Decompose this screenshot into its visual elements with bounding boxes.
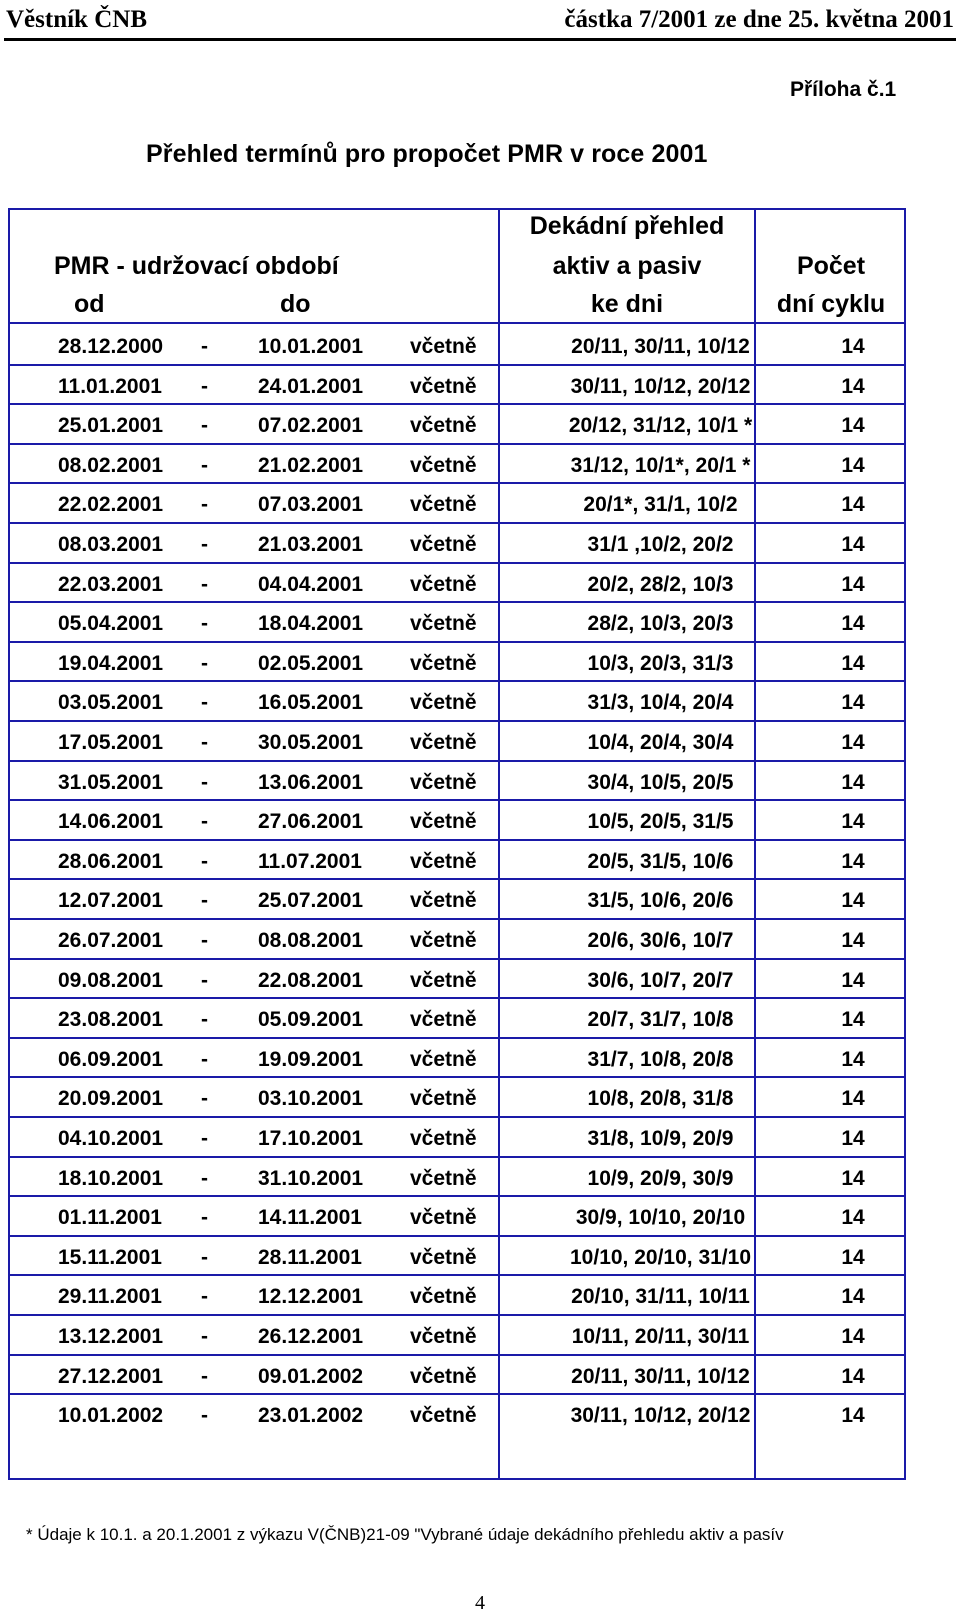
table-row xyxy=(8,841,906,882)
period-to: 08.08.2001 xyxy=(258,929,364,952)
cycle-days: 14 xyxy=(841,374,865,398)
row-divider xyxy=(8,1037,906,1039)
period-separator: - xyxy=(201,968,208,992)
inclusive-label: včetně xyxy=(410,453,477,477)
table-row xyxy=(8,1316,906,1357)
period-to: 30.05.2001 xyxy=(258,731,364,754)
period-to: 22.08.2001 xyxy=(258,968,364,992)
period-from: 28.06.2001 xyxy=(58,849,164,873)
period-separator: - xyxy=(201,1364,208,1388)
cycle-days: 14 xyxy=(841,849,865,873)
dekadni-dates: 10/8, 20/8, 31/8 xyxy=(587,1087,734,1111)
header-dekadni-line1: Dekádní přehled xyxy=(529,212,725,240)
period-separator: - xyxy=(201,770,208,794)
period-separator: - xyxy=(201,1245,208,1269)
inclusive-label: včetně xyxy=(410,1166,477,1190)
period-from: 22.03.2001 xyxy=(58,572,164,596)
table-row xyxy=(8,603,906,644)
period-from: 29.11.2001 xyxy=(58,1285,162,1309)
period-from: 01.11.2001 xyxy=(58,1206,162,1230)
dekadni-dates: 30/11, 10/12, 20/12 xyxy=(570,374,751,398)
period-to: 12.12.2001 xyxy=(258,1285,364,1309)
dekadni-dates: 31/1 ,10/2, 20/2 xyxy=(587,533,734,556)
period-from: 11.01.2001 xyxy=(58,374,162,398)
row-divider xyxy=(8,918,906,920)
cycle-days: 14 xyxy=(841,1404,865,1428)
dekadni-dates: 31/7, 10/8, 20/8 xyxy=(587,1047,734,1071)
table-row xyxy=(8,1197,906,1238)
table-row xyxy=(8,1276,906,1317)
row-divider xyxy=(8,562,906,564)
header-days-line1: Počet xyxy=(796,252,866,280)
row-divider xyxy=(8,601,906,603)
cycle-days: 14 xyxy=(841,810,865,834)
dekadni-dates: 20/7, 31/7, 10/8 xyxy=(587,1008,734,1032)
period-from: 18.10.2001 xyxy=(58,1166,164,1190)
period-separator: - xyxy=(201,374,208,398)
period-separator: - xyxy=(201,453,208,477)
inclusive-label: včetně xyxy=(410,335,477,358)
cycle-days: 14 xyxy=(841,493,865,517)
row-divider xyxy=(8,720,906,722)
period-to: 25.07.2001 xyxy=(258,889,364,913)
row-divider xyxy=(8,482,906,484)
dekadni-dates: 28/2, 10/3, 20/3 xyxy=(587,612,734,636)
period-to: 19.09.2001 xyxy=(258,1047,364,1071)
dekadni-dates: 10/10, 20/10, 31/10 xyxy=(570,1245,751,1269)
inclusive-label: včetně xyxy=(410,889,477,913)
table-row xyxy=(8,1078,906,1119)
period-from: 13.12.2001 xyxy=(58,1325,164,1348)
period-separator: - xyxy=(201,651,208,675)
row-divider xyxy=(8,680,906,682)
cycle-days: 14 xyxy=(841,1087,865,1111)
inclusive-label: včetně xyxy=(410,374,477,398)
row-divider xyxy=(8,799,906,801)
row-divider xyxy=(8,1116,906,1118)
period-to: 27.06.2001 xyxy=(258,810,364,834)
row-divider xyxy=(8,522,906,524)
dekadni-dates: 31/12, 10/1*, 20/1 * xyxy=(570,453,751,477)
inclusive-label: včetně xyxy=(410,691,477,715)
period-from: 06.09.2001 xyxy=(58,1047,164,1071)
inclusive-label: včetně xyxy=(410,1325,477,1348)
dekadni-dates: 30/11, 10/12, 20/12 xyxy=(570,1404,751,1428)
dekadni-dates: 20/2, 28/2, 10/3 xyxy=(587,572,734,596)
period-to: 14.11.2001 xyxy=(258,1206,362,1230)
period-separator: - xyxy=(201,335,208,358)
period-separator: - xyxy=(201,1047,208,1071)
period-to: 10.01.2001 xyxy=(258,335,364,358)
journal-title: Věstník ČNB xyxy=(6,6,147,33)
period-separator: - xyxy=(201,731,208,754)
period-from: 23.08.2001 xyxy=(58,1008,164,1032)
period-separator: - xyxy=(201,414,208,438)
cycle-days: 14 xyxy=(841,1127,865,1150)
appendix-label: Příloha č.1 xyxy=(790,78,897,101)
table-row xyxy=(8,960,906,1001)
cycle-days: 14 xyxy=(841,929,865,952)
dekadni-dates: 20/11, 30/11, 10/12 xyxy=(571,335,750,358)
inclusive-label: včetně xyxy=(410,651,477,675)
table-row xyxy=(8,1039,906,1080)
period-to: 16.05.2001 xyxy=(258,691,364,715)
cycle-days: 14 xyxy=(841,414,865,438)
period-separator: - xyxy=(201,572,208,596)
cycle-days: 14 xyxy=(841,889,865,913)
period-separator: - xyxy=(201,493,208,517)
period-from: 25.01.2001 xyxy=(58,414,164,438)
dekadni-dates: 10/9, 20/9, 30/9 xyxy=(587,1166,734,1190)
period-separator: - xyxy=(201,1127,208,1150)
issue-info: částka 7/2001 ze dne 25. května 2001 xyxy=(564,6,954,33)
period-to: 07.03.2001 xyxy=(258,493,364,517)
inclusive-label: včetně xyxy=(410,810,477,834)
dekadni-dates: 20/11, 30/11, 10/12 xyxy=(571,1364,750,1388)
inclusive-label: včetně xyxy=(410,1285,477,1309)
period-to: 09.01.2002 xyxy=(258,1364,364,1388)
table-row xyxy=(8,1395,906,1436)
period-to: 13.06.2001 xyxy=(258,770,364,794)
header-divider xyxy=(8,322,906,324)
dekadni-dates: 20/1*, 31/1, 10/2 xyxy=(583,493,738,517)
period-to: 28.11.2001 xyxy=(258,1245,362,1269)
dekadni-dates: 10/11, 20/11, 30/11 xyxy=(571,1325,750,1348)
period-from: 17.05.2001 xyxy=(58,731,164,754)
row-divider xyxy=(8,1314,906,1316)
cycle-days: 14 xyxy=(841,572,865,596)
table-row xyxy=(8,999,906,1040)
row-divider xyxy=(8,364,906,366)
dekadni-dates: 20/12, 31/12, 10/1 * xyxy=(568,414,753,438)
period-separator: - xyxy=(201,1087,208,1111)
cycle-days: 14 xyxy=(841,1206,865,1230)
period-from: 03.05.2001 xyxy=(58,691,164,715)
dekadni-dates: 30/6, 10/7, 20/7 xyxy=(587,968,734,992)
period-separator: - xyxy=(201,1166,208,1190)
inclusive-label: včetně xyxy=(410,1087,477,1111)
period-from: 26.07.2001 xyxy=(58,929,164,952)
dekadni-dates: 20/6, 30/6, 10/7 xyxy=(587,929,734,952)
row-divider xyxy=(8,1393,906,1395)
cycle-days: 14 xyxy=(841,968,865,992)
period-from: 10.01.2002 xyxy=(58,1404,164,1428)
table-row xyxy=(8,880,906,921)
inclusive-label: včetně xyxy=(410,1127,477,1150)
period-to: 03.10.2001 xyxy=(258,1087,364,1111)
cycle-days: 14 xyxy=(841,691,865,715)
row-divider xyxy=(8,1195,906,1197)
period-separator: - xyxy=(201,612,208,636)
table-row xyxy=(8,366,906,407)
header-from: od xyxy=(74,290,105,318)
period-from: 22.02.2001 xyxy=(58,493,164,517)
inclusive-label: včetně xyxy=(410,493,477,517)
inclusive-label: včetně xyxy=(410,849,477,873)
inclusive-label: včetně xyxy=(410,1047,477,1071)
cycle-days: 14 xyxy=(841,731,865,754)
table-row xyxy=(8,326,906,367)
inclusive-label: včetně xyxy=(410,929,477,952)
period-to: 17.10.2001 xyxy=(258,1127,364,1150)
dekadni-dates: 31/3, 10/4, 20/4 xyxy=(587,691,734,715)
dekadni-dates: 31/8, 10/9, 20/9 xyxy=(587,1127,734,1150)
header-dekadni-line2: aktiv a pasiv xyxy=(552,252,702,280)
table-row xyxy=(8,564,906,605)
cycle-days: 14 xyxy=(841,453,865,477)
period-to: 11.07.2001 xyxy=(258,849,362,873)
dekadni-dates: 30/9, 10/10, 20/10 xyxy=(575,1206,746,1230)
dekadni-dates: 10/3, 20/3, 31/3 xyxy=(587,651,734,675)
cycle-days: 14 xyxy=(841,533,865,556)
row-divider xyxy=(8,1076,906,1078)
page-title: Přehled termínů pro propočet PMR v roce 2001 xyxy=(146,140,708,168)
period-to: 21.03.2001 xyxy=(258,533,364,556)
cycle-days: 14 xyxy=(841,335,865,358)
header-period: PMR - udržovací období xyxy=(54,252,339,280)
period-from: 08.03.2001 xyxy=(58,533,164,556)
table-row xyxy=(8,682,906,723)
table-row xyxy=(8,1356,906,1397)
period-separator: - xyxy=(201,849,208,873)
period-separator: - xyxy=(201,1404,208,1428)
period-from: 28.12.2000 xyxy=(58,335,164,358)
period-to: 23.01.2002 xyxy=(258,1404,364,1428)
period-separator: - xyxy=(201,691,208,715)
table-row xyxy=(8,920,906,961)
inclusive-label: včetně xyxy=(410,414,477,438)
cycle-days: 14 xyxy=(841,1325,865,1348)
header-dekadni-line3: ke dni xyxy=(590,290,664,318)
period-from: 08.02.2001 xyxy=(58,453,164,477)
period-separator: - xyxy=(201,929,208,952)
inclusive-label: včetně xyxy=(410,612,477,636)
row-divider xyxy=(8,1354,906,1356)
table-row xyxy=(8,524,906,565)
cycle-days: 14 xyxy=(841,770,865,794)
period-from: 04.10.2001 xyxy=(58,1127,164,1150)
period-separator: - xyxy=(201,889,208,913)
period-separator: - xyxy=(201,810,208,834)
period-to: 26.12.2001 xyxy=(258,1325,364,1348)
inclusive-label: včetně xyxy=(410,533,477,556)
inclusive-label: včetně xyxy=(410,968,477,992)
period-to: 07.02.2001 xyxy=(258,414,364,438)
cycle-days: 14 xyxy=(841,1285,865,1309)
inclusive-label: včetně xyxy=(410,1404,477,1428)
table-row xyxy=(8,1118,906,1159)
row-divider xyxy=(8,403,906,405)
period-from: 27.12.2001 xyxy=(58,1364,164,1388)
period-to: 18.04.2001 xyxy=(258,612,364,636)
table-row xyxy=(8,643,906,684)
header-to: do xyxy=(280,290,311,318)
inclusive-label: včetně xyxy=(410,572,477,596)
row-divider xyxy=(8,1156,906,1158)
dekadni-dates: 10/5, 20/5, 31/5 xyxy=(587,810,734,834)
cycle-days: 14 xyxy=(841,1047,865,1071)
dekadni-dates: 20/10, 31/11, 10/11 xyxy=(571,1285,750,1309)
period-from: 09.08.2001 xyxy=(58,968,164,992)
inclusive-label: včetně xyxy=(410,1008,477,1032)
header-days-line2: dní cyklu xyxy=(776,290,886,318)
inclusive-label: včetně xyxy=(410,770,477,794)
table-row xyxy=(8,762,906,803)
row-divider xyxy=(8,760,906,762)
period-from: 19.04.2001 xyxy=(58,651,164,675)
inclusive-label: včetně xyxy=(410,1245,477,1269)
table-row xyxy=(8,1158,906,1199)
cycle-days: 14 xyxy=(841,612,865,636)
cycle-days: 14 xyxy=(841,1008,865,1032)
cycle-days: 14 xyxy=(841,1166,865,1190)
period-from: 20.09.2001 xyxy=(58,1087,164,1111)
dekadni-dates: 30/4, 10/5, 20/5 xyxy=(587,770,734,794)
page-number: 4 xyxy=(475,1592,485,1614)
footnote: * Údaje k 10.1. a 20.1.2001 z výkazu V(ČNB)21-09 "Vybrané údaje dekádního přehledu aktiv a pasív xyxy=(26,1525,784,1544)
document-header xyxy=(4,2,956,41)
period-to: 31.10.2001 xyxy=(258,1166,364,1190)
row-divider xyxy=(8,443,906,445)
row-divider xyxy=(8,958,906,960)
period-to: 21.02.2001 xyxy=(258,453,364,477)
period-to: 04.04.2001 xyxy=(258,572,364,596)
period-separator: - xyxy=(201,1206,208,1230)
table-row xyxy=(8,445,906,486)
period-separator: - xyxy=(201,1008,208,1032)
inclusive-label: včetně xyxy=(410,731,477,754)
dekadni-dates: 10/4, 20/4, 30/4 xyxy=(587,731,734,754)
row-divider xyxy=(8,839,906,841)
table-row xyxy=(8,405,906,446)
period-from: 14.06.2001 xyxy=(58,810,164,834)
period-separator: - xyxy=(201,1285,208,1309)
period-separator: - xyxy=(201,1325,208,1348)
period-separator: - xyxy=(201,533,208,556)
cycle-days: 14 xyxy=(841,1245,865,1269)
row-divider xyxy=(8,997,906,999)
row-divider xyxy=(8,1235,906,1237)
table-row xyxy=(8,801,906,842)
row-divider xyxy=(8,878,906,880)
table-row xyxy=(8,484,906,525)
inclusive-label: včetně xyxy=(410,1206,477,1230)
dekadni-dates: 31/5, 10/6, 20/6 xyxy=(587,889,734,913)
period-to: 24.01.2001 xyxy=(258,374,364,398)
period-from: 31.05.2001 xyxy=(58,770,164,794)
row-divider xyxy=(8,1274,906,1276)
cycle-days: 14 xyxy=(841,1364,865,1388)
table-row xyxy=(8,722,906,763)
row-divider xyxy=(8,641,906,643)
period-to: 05.09.2001 xyxy=(258,1008,364,1032)
period-from: 12.07.2001 xyxy=(58,889,164,913)
period-from: 15.11.2001 xyxy=(58,1245,162,1269)
period-to: 02.05.2001 xyxy=(258,651,364,675)
table-row xyxy=(8,1237,906,1278)
inclusive-label: včetně xyxy=(410,1364,477,1388)
dekadni-dates: 20/5, 31/5, 10/6 xyxy=(587,849,734,873)
period-from: 05.04.2001 xyxy=(58,612,164,636)
cycle-days: 14 xyxy=(841,651,865,675)
